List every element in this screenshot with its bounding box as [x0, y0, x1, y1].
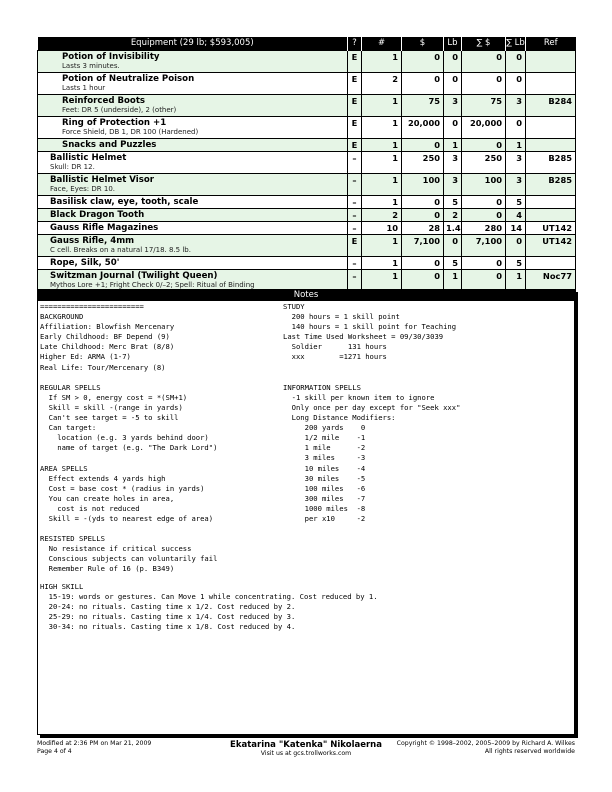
total-cost-cell: 100	[462, 173, 506, 195]
weight-cell: 5	[444, 256, 462, 269]
note-line: Late Childhood: Merc Brat (8/8)	[40, 342, 175, 352]
total-cost-cell: 7,100	[462, 234, 506, 256]
item-description: Face, Eyes: DR 10.	[50, 184, 115, 193]
reference-cell: UT142	[526, 234, 576, 256]
table-row	[38, 116, 576, 138]
note-line: Affiliation: Blowfish Mercenary	[40, 322, 175, 332]
table-row	[38, 50, 576, 72]
weight-cell: 0	[444, 72, 462, 94]
note-line: AREA SPELLS	[40, 463, 88, 473]
quantity-cell: 1	[362, 256, 402, 269]
cost-cell: 0	[402, 72, 444, 94]
total-cost-cell: 0	[462, 138, 506, 151]
equipped-cell: –	[348, 269, 362, 291]
table-row	[38, 208, 576, 221]
reference-cell: B285	[526, 173, 576, 195]
note-line: 3 miles -3	[283, 453, 366, 463]
total-weight-cell: 0	[506, 72, 526, 94]
item-description: Lasts 1 hour	[62, 83, 106, 92]
weight-cell: 0	[444, 50, 462, 72]
page-number: Page 4 of 4	[37, 748, 72, 755]
total-cost-cell: 280	[462, 221, 506, 234]
quantity-cell: 1	[362, 234, 402, 256]
total-weight-cell: 0	[506, 116, 526, 138]
total-weight-cell: 5	[506, 256, 526, 269]
website-link[interactable]: Visit us at gcs.trollworks.com	[260, 750, 352, 757]
item-name: Ring of Protection +1	[62, 117, 167, 128]
cost-cell: 0	[402, 269, 444, 291]
item-cell	[38, 94, 348, 116]
reference-cell	[526, 256, 576, 269]
modified-timestamp: Modified at 2:36 PM on Mar 21, 2009	[37, 740, 152, 747]
reference-cell: B284	[526, 94, 576, 116]
note-line	[283, 373, 573, 383]
header-equipped: ?	[348, 37, 362, 50]
item-cell	[38, 50, 348, 72]
header-total-cost: ∑ $	[462, 37, 506, 50]
weight-cell: 3	[444, 173, 462, 195]
note-line: 100 miles -6	[283, 483, 366, 493]
weight-cell: 3	[444, 151, 462, 173]
item-name: Black Dragon Tooth	[50, 209, 145, 220]
note-line: If SM > 0, energy cost = *(SM+1)	[40, 392, 188, 402]
quantity-cell: 1	[362, 173, 402, 195]
cost-cell: 20,000	[402, 116, 444, 138]
note-line: ========================	[40, 302, 144, 311]
total-weight-cell: 4	[506, 208, 526, 221]
item-cell	[38, 151, 348, 173]
equipped-cell: –	[348, 256, 362, 269]
item-description: Feet: DR 5 (underside), 2 (other)	[62, 105, 177, 114]
total-cost-cell: 0	[462, 269, 506, 291]
note-line: location (e.g. 3 yards behind door)	[40, 433, 209, 443]
item-description: Force Shield, DB 1, DR 100 (Hardened)	[62, 127, 199, 136]
reference-cell	[526, 208, 576, 221]
note-line: Remember Rule of 16 (p. B349)	[40, 564, 175, 574]
total-cost-cell: 0	[462, 208, 506, 221]
note-line: Soldier 131 hours	[283, 342, 387, 352]
item-description: Skull: DR 12.	[50, 162, 95, 171]
equipped-cell: E	[348, 234, 362, 256]
cost-cell: 75	[402, 94, 444, 116]
total-cost-cell: 75	[462, 94, 506, 116]
reference-cell	[526, 138, 576, 151]
note-line: 200 yards 0	[283, 423, 366, 433]
reference-cell: UT142	[526, 221, 576, 234]
header-total-weight: ∑ Lb	[506, 38, 525, 49]
note-line: 30 miles -5	[283, 473, 366, 483]
equipped-cell: –	[348, 195, 362, 208]
item-cell	[38, 116, 348, 138]
equipped-cell: E	[348, 50, 362, 72]
note-line: Higher Ed: ARMA (1-7)	[40, 352, 131, 362]
item-cell	[38, 138, 348, 151]
weight-cell: 1	[444, 269, 462, 291]
quantity-cell: 1	[362, 269, 402, 291]
quantity-cell: 1	[362, 50, 402, 72]
note-line: per x10 -2	[283, 513, 366, 523]
quantity-cell: 10	[362, 221, 402, 234]
item-name: Gauss Rifle Magazines	[50, 222, 159, 233]
reference-cell	[526, 195, 576, 208]
quantity-cell: 2	[362, 72, 402, 94]
note-line: 10 miles -4	[283, 463, 366, 473]
reference-cell	[526, 116, 576, 138]
note-line: 140 hours = 1 skill point for Teaching	[283, 322, 457, 332]
note-line: Skill = -(yds to nearest edge of area)	[40, 513, 214, 523]
cost-cell: 28	[402, 221, 444, 234]
item-cell	[38, 256, 348, 269]
item-cell	[38, 195, 348, 208]
table-row	[38, 138, 576, 151]
quantity-cell: 1	[362, 195, 402, 208]
note-line	[40, 524, 280, 534]
table-row	[38, 269, 576, 291]
equipment-table	[37, 37, 576, 292]
item-name: Switzman Journal (Twilight Queen)	[50, 270, 218, 281]
header-quantity: #	[362, 37, 402, 50]
note-line: STUDY	[283, 302, 305, 311]
note-line: -1 skill per known item to ignore	[283, 392, 435, 402]
notes-left-column	[40, 302, 280, 575]
note-line: Last Time Used Worksheet = 09/30/3039	[283, 332, 444, 342]
note-line: 200 hours = 1 skill point	[283, 312, 400, 322]
total-cost-cell: 0	[462, 72, 506, 94]
equipment-header-row	[38, 37, 576, 50]
cost-cell: 0	[402, 208, 444, 221]
item-name: Ballistic Helmet	[50, 152, 127, 163]
equipped-cell: E	[348, 116, 362, 138]
character-name: Ekatarina "Katenka" Nikolaerna	[230, 740, 382, 750]
quantity-cell: 1	[362, 94, 402, 116]
weight-cell: 1.4	[444, 221, 462, 234]
quantity-cell: 1	[362, 151, 402, 173]
equipped-cell: E	[348, 72, 362, 94]
footer-right	[397, 740, 575, 756]
weight-cell: 2	[444, 208, 462, 221]
note-line: Only once per day except for "Seek xxx"	[283, 402, 461, 412]
note-line	[283, 363, 573, 373]
reference-cell	[526, 72, 576, 94]
notes-header: Notes	[38, 290, 574, 301]
header-reference: Ref	[526, 37, 576, 50]
cost-cell: 250	[402, 151, 444, 173]
note-line: Skill = skill -(range in yards)	[40, 402, 183, 412]
item-name: Gauss Rifle, 4mm	[50, 235, 135, 246]
item-cell	[38, 72, 348, 94]
item-name: Ballistic Helmet Visor	[50, 174, 154, 185]
note-line: Cost = base cost * (radius in yards)	[40, 483, 205, 493]
equipped-cell: –	[348, 221, 362, 234]
weight-cell: 0	[444, 116, 462, 138]
equipped-cell: –	[348, 208, 362, 221]
notes-high-skill	[40, 582, 378, 632]
item-description: C cell. Breaks on a natural 17/18. 8.5 lb.	[50, 245, 191, 254]
reference-cell	[526, 50, 576, 72]
note-line: Conscious subjects can voluntarily fail	[40, 554, 218, 564]
item-name: Rope, Silk, 50'	[50, 257, 120, 268]
cost-cell: 0	[402, 256, 444, 269]
note-line: 30-34: no rituals. Casting time x 1/8. Cost reduced by 4.	[40, 622, 296, 632]
note-line: Early Childhood: BF Depend (9)	[40, 332, 170, 342]
cost-cell: 0	[402, 195, 444, 208]
total-weight-cell: 1	[506, 138, 526, 151]
copyright: Copyright © 1998–2002, 2005–2009 by Richard A. Wilkes	[396, 740, 575, 747]
notes-panel	[37, 289, 575, 735]
item-description: Lasts 3 minutes.	[62, 61, 120, 70]
table-row	[38, 151, 576, 173]
header-equipment: Equipment (29 lb; $593,005)	[38, 37, 348, 50]
note-line: Real Life: Tour/Mercenary (8)	[40, 362, 166, 372]
total-cost-cell: 0	[462, 195, 506, 208]
item-description: Mythos Lore +1; Fright Check 0/–2; Spell: Ritual of Binding	[50, 280, 255, 289]
equipped-cell: –	[348, 173, 362, 195]
weight-cell: 1	[444, 138, 462, 151]
cost-cell: 0	[402, 50, 444, 72]
notes-right-column	[283, 302, 573, 524]
quantity-cell: 1	[362, 138, 402, 151]
item-cell	[38, 234, 348, 256]
note-line: INFORMATION SPELLS	[283, 382, 361, 392]
table-row	[38, 195, 576, 208]
note-line: xxx =1271 hours	[283, 352, 387, 362]
note-line: Long Distance Modifiers:	[283, 413, 396, 423]
item-name: Potion of Invisibility	[62, 51, 160, 62]
header-cost: $	[402, 37, 444, 50]
note-line: cost is not reduced	[40, 503, 140, 513]
note-line: Effect extends 4 yards high	[40, 473, 166, 483]
note-line: 1000 miles -8	[283, 503, 366, 513]
note-line: RESISTED SPELLS	[40, 534, 105, 544]
equipped-cell: –	[348, 151, 362, 173]
note-line: You can create holes in area,	[40, 493, 175, 503]
equipped-cell: E	[348, 138, 362, 151]
note-line: HIGH SKILL	[40, 582, 84, 591]
note-line: 300 miles -7	[283, 493, 366, 503]
table-row	[38, 72, 576, 94]
total-cost-cell: 0	[462, 50, 506, 72]
note-line: Can't see target = -5 to skill	[40, 413, 179, 423]
total-weight-cell: 0	[506, 50, 526, 72]
note-line: Can target:	[40, 423, 97, 433]
item-name: Potion of Neutralize Poison	[62, 73, 195, 84]
note-line: name of target (e.g. "The Dark Lord")	[40, 443, 218, 453]
note-line: 25-29: no rituals. Casting time x 1/4. Cost reduced by 3.	[40, 612, 296, 622]
note-line: 15-19: words or gestures. Can Move 1 while concentrating. Cost reduced by 1.	[40, 592, 378, 602]
quantity-cell: 2	[362, 208, 402, 221]
total-cost-cell: 20,000	[462, 116, 506, 138]
header-weight: Lb	[444, 37, 462, 50]
note-line	[40, 373, 280, 383]
note-line: BACKGROUND	[40, 312, 84, 322]
total-weight-cell: 14	[506, 221, 526, 234]
item-name: Reinforced Boots	[62, 95, 146, 106]
note-line: 1/2 mile -1	[283, 433, 366, 443]
note-line: REGULAR SPELLS	[40, 382, 101, 392]
item-cell	[38, 269, 348, 291]
table-row	[38, 234, 576, 256]
total-weight-cell: 5	[506, 195, 526, 208]
cost-cell: 100	[402, 173, 444, 195]
cost-cell: 7,100	[402, 234, 444, 256]
note-line: 20-24: no rituals. Casting time x 1/2. Cost reduced by 2.	[40, 602, 296, 612]
total-cost-cell: 250	[462, 151, 506, 173]
weight-cell: 5	[444, 195, 462, 208]
cost-cell: 0	[402, 138, 444, 151]
quantity-cell: 1	[362, 116, 402, 138]
item-name: Snacks and Puzzles	[62, 139, 157, 150]
reference-cell: B285	[526, 151, 576, 173]
total-cost-cell: 0	[462, 256, 506, 269]
table-row	[38, 256, 576, 269]
note-line	[40, 453, 280, 463]
reference-cell: Noc77	[526, 269, 576, 291]
total-weight-cell: 3	[506, 173, 526, 195]
item-cell	[38, 208, 348, 221]
equipment-rows	[38, 50, 576, 291]
rights: All rights reserved worldwide	[484, 748, 575, 755]
item-cell	[38, 173, 348, 195]
total-weight-cell: 1	[506, 269, 526, 291]
weight-cell: 3	[444, 94, 462, 116]
table-row	[38, 173, 576, 195]
total-weight-cell: 3	[506, 151, 526, 173]
item-cell	[38, 221, 348, 234]
table-row	[38, 221, 576, 234]
note-line: 1 mile -2	[283, 443, 366, 453]
weight-cell: 0	[444, 234, 462, 256]
total-weight-cell: 3	[506, 94, 526, 116]
page-footer	[37, 740, 575, 760]
table-row	[38, 94, 576, 116]
equipped-cell: E	[348, 94, 362, 116]
total-weight-cell: 0	[506, 234, 526, 256]
note-line: No resistance if critical success	[40, 544, 192, 554]
item-name: Basilisk claw, eye, tooth, scale	[50, 196, 199, 207]
